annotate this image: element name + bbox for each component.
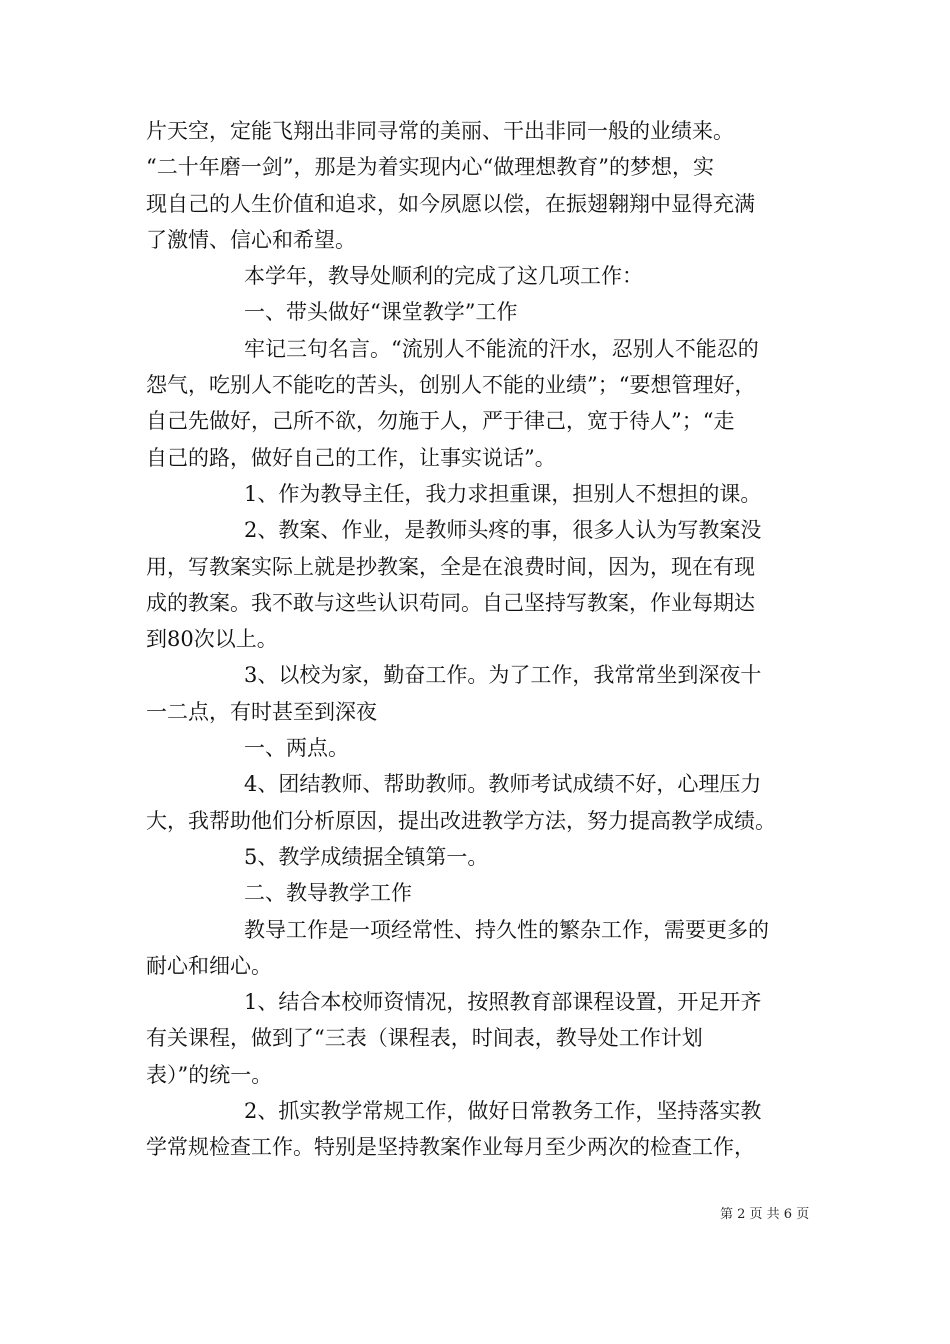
text-line: 5、教学成绩据全镇第一。 [244, 844, 489, 869]
text-line: 了激情、信心和希望。 [146, 227, 356, 252]
section-heading: 一、带头做好“课堂教学”工作 [244, 300, 518, 325]
text-line: 自己的路，做好自己的工作，让事实说话”。 [146, 445, 556, 470]
text-line: 1、结合本校师资情况，按照教育部课程设置，开足开齐 [244, 990, 762, 1015]
text-line: 用，写教案实际上就是抄教案，全是在浪费时间，因为，现在有现 [146, 554, 755, 579]
text-line: 4、团结教师、帮助教师。教师考试成绩不好，心理压力 [244, 772, 762, 797]
text-line: 教导工作是一项经常性、持久性的繁杂工作，需要更多的 [244, 917, 769, 942]
text-line: 自己先做好，己所不欲，勿施于人，严于律己，宽于待人”；“走 [146, 409, 735, 434]
body-text [146, 113, 816, 1166]
text-line: 本学年，教导处顺利的完成了这几项工作： [244, 264, 643, 289]
text-line: 学常规检查工作。特别是坚持教案作业每月至少两次的检查工作， [146, 1135, 755, 1160]
page-number: 第 2 页 共 6 页 [720, 1207, 810, 1222]
text-line: 片天空，定能飞翔出非同寻常的美丽、干出非同一般的业绩来。 [146, 119, 734, 143]
text-line: 成的教案。我不敢与这些认识苟同。自己坚持写教案，作业每期达 [146, 590, 755, 615]
text-line: 大，我帮助他们分析原因，提出改进教学方法，努力提高教学成绩。 [146, 808, 776, 833]
text-line: 一二点，有时甚至到深夜 [146, 699, 377, 724]
text-line: 到80次以上。 [146, 627, 278, 652]
text-line: 现自己的人生价值和追求，如今夙愿以偿，在振翅翱翔中显得充满 [146, 191, 755, 216]
text-line: 有关课程，做到了“三表（课程表，时间表，教导处工作计划 [146, 1026, 703, 1051]
text-line: 2、抓实教学常规工作，做好日常教务工作，坚持落实教 [244, 1099, 762, 1124]
text-line: “二十年磨一剑”，那是为着实现内心“做理想教育”的梦想，实 [146, 155, 714, 180]
section-heading: 二、教导教学工作 [244, 881, 412, 906]
text-line: 3、以校为家，勤奋工作。为了工作，我常常坐到深夜十 [244, 663, 762, 688]
text-line: 2、教案、作业，是教师头疼的事，很多人认为写教案没 [244, 518, 762, 543]
text-line: 怨气，吃别人不能吃的苦头，创别人不能的业绩”；“要想管理好， [146, 373, 756, 398]
text-line: 一、两点。 [244, 736, 349, 761]
text-line: 1、作为教导主任，我力求担重课，担别人不想担的课。 [244, 481, 762, 506]
text-line: 耐心和细心。 [146, 953, 272, 978]
text-line: 表）”的统一。 [146, 1062, 273, 1087]
text-line: 牢记三句名言。“流别人不能流的汗水，忍别人不能忍的 [244, 336, 759, 361]
